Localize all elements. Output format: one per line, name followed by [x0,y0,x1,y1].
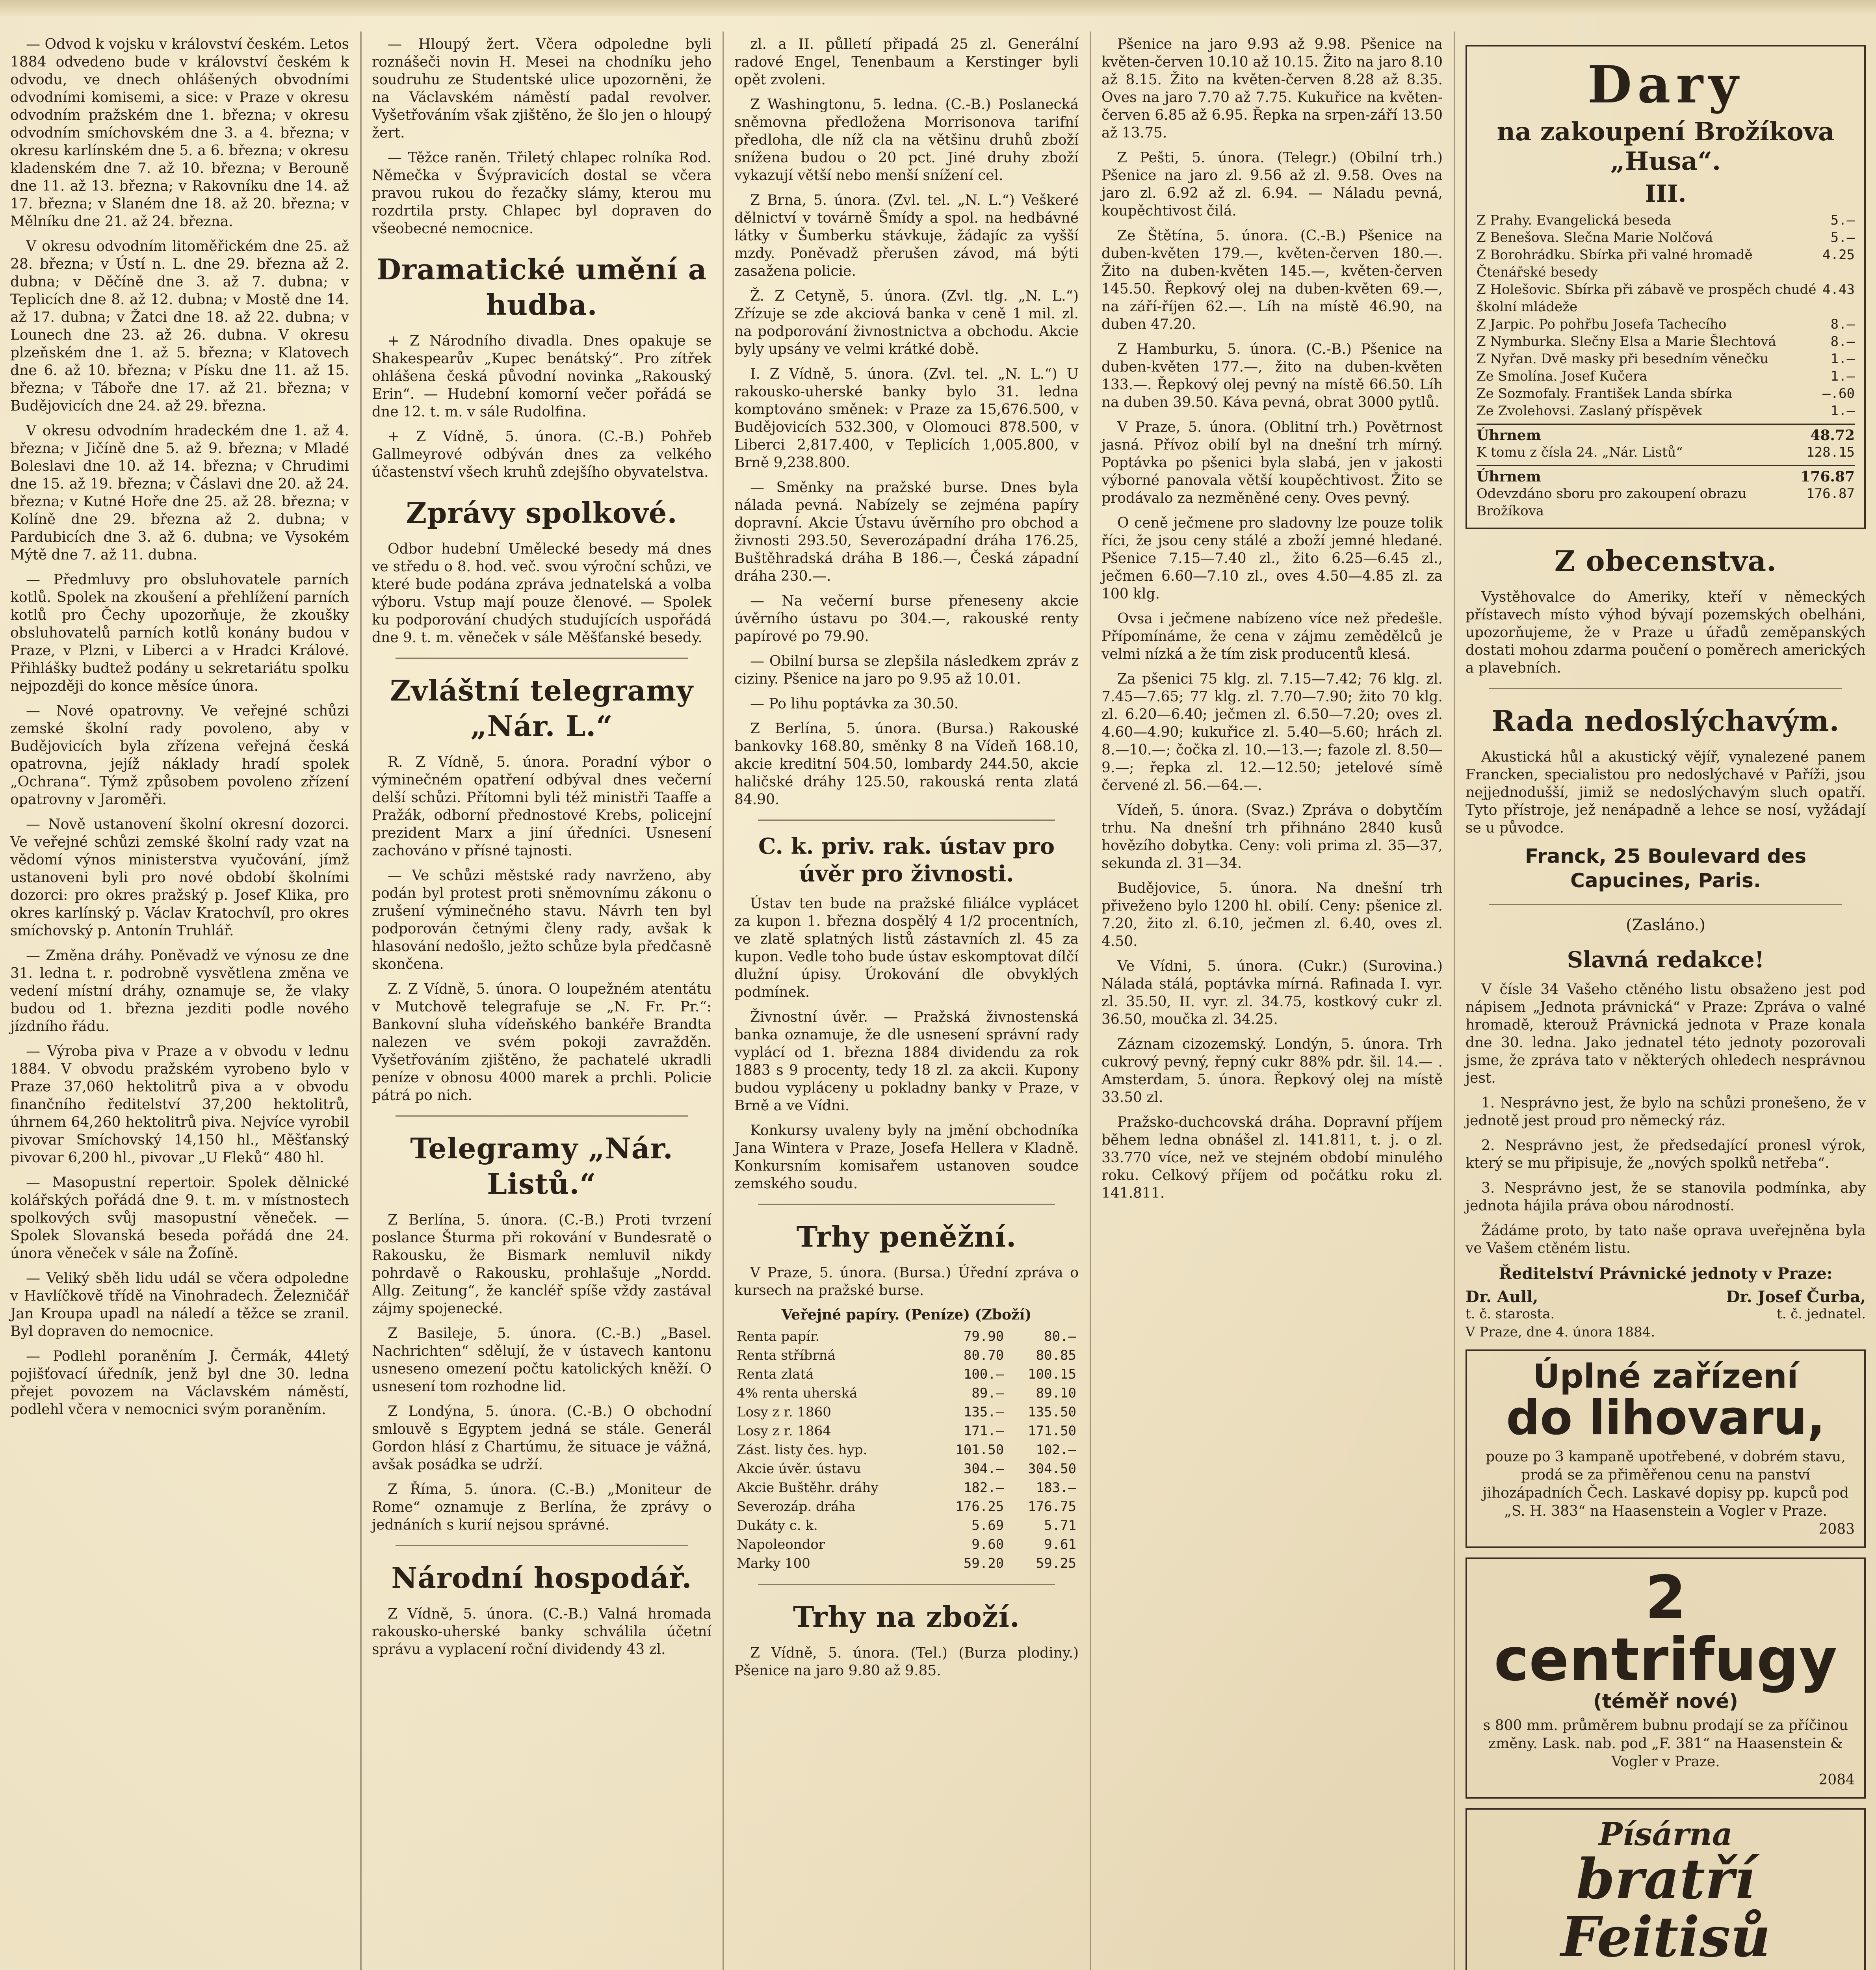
donation-row [1477,368,1855,385]
donation-row [1477,229,1855,246]
news-paragraph: O ceně ječmene pro sladovny lze pouze tolik říci, že jsou ceny stálé a zboží jemné hledané. Pšenice 7.15—7.40 zl., žito 6.25—6.45 zl., ječmen 6.60—7.10 zl., oves 4.50—4.85 zl. za 100 klg. [1101,515,1443,602]
news-paragraph: V Praze, 5. února. (Bursa.) Úřední zpráva o kursech na pražské burse. [734,1265,1079,1299]
news-paragraph: Budějovice, 5. února. Na dnešní trh přiveženo bylo 1200 hl. obilí. Ceny: pšenice zl. 7.20, žito zl. 6.10, ječmen zl. 6.40, oves zl. 4.50. [1101,880,1443,950]
table-row [734,1459,1079,1478]
news-paragraph: Z Říma, 5. února. (C.-B.) „Moniteur de Rome“ oznamuje z Berlína, že zprávy o jednáních s kurií nejsou správné. [372,1481,711,1533]
column-2 [362,35,722,1970]
table-row [734,1327,1079,1346]
news-paragraph: Ž. Z Cetyně, 5. února. (Zvl. tlg. „N. L.“) Zřízuje se zde akciová banka v ceně 1 mil. zl. na podporování živnostnictva a obchodu. Akcie byly upsány ve velmi krátké době. [734,288,1079,357]
news-paragraph: Z Vídně, 5. února. (Tel.) (Burza plodiny.) Pšenice na jaro 9.80 až 9.85. [734,1645,1079,1679]
security-name-cell: Zást. listy čes. hyp. [737,1442,867,1458]
sum-label: Úhrnem [1477,427,1541,444]
news-paragraph: Akustická hůl a akustický vějíř, vynalezené panem Francken, specialistou pro nedoslýchavé v Paříži, jsou nejjednodušší, jimiž se nedoslýchavým sluch opatří. Tyto přístroje, jež nenápadně a lehce se nosí, vyžádají se u původce. [1466,749,1866,836]
donation-row [1477,385,1855,402]
signatures [1466,1288,1866,1306]
table-row [734,1478,1079,1497]
section-heading-national-economy: Národní hospodář. [391,1561,692,1595]
rate-cell: 176.25 [955,1499,1004,1515]
ad-centrifuges [1466,1557,1866,1799]
ad-distillery [1466,1349,1866,1548]
news-paragraph: — Předmluvy pro obsluhovatele parních kotlů. Spolek na zkoušení a přehlížení parních kotlů pro Čechy upozorňuje, že zkoušky obsluhovatelů parních kotlů konány budou v Praze, v Plzni, v Liberci a v Hradci Králové. Přihlášky budtež podány u sekretariátu spolku nejpozději do konce měsíce února. [10,572,349,694]
divider [396,1115,688,1117]
page-top-edge [0,0,1876,16]
ad-centrifuges-line1: 2 centrifugy [1494,1563,1837,1694]
donations-sum-1 [1477,424,1855,444]
rate-cell: 135.50 [1028,1404,1076,1420]
ad-centrifuges-body: s 800 mm. průměrem bubnu prodají se za příčinou změny. Lask. nab. pod „F. 381“ na Haasenstein & Vogler v Praze. [1483,1717,1848,1770]
ad-number: 2084 [1818,1771,1855,1788]
ad-number: 2083 [1818,1521,1855,1538]
security-name-cell: Renta papír. [737,1329,820,1344]
exchange-table-header: Veřejné papíry. (Peníze) (Zboží) [781,1307,1032,1323]
news-paragraph: Pražsko-duchcovská dráha. Dopravní příjem během ledna obnášel zl. 141.811, t. j. o zl. 33.770 více, než ve stejném období minulého roku. Celkový příjem od počátku roku zl. 141.811. [1101,1114,1443,1201]
news-paragraph: Konkursy uvaleny byly na jmění obchodníka Jana Wintera v Praze, Josefa Hellera v Kladně. Konkursním komisařem ustanoven soudce zemského soudu. [734,1123,1079,1192]
donation-row [1477,350,1855,368]
security-name-cell: 4% renta uherská [737,1385,858,1401]
donor-name: Z Benešova. Slečna Marie Nolčová [1477,230,1713,245]
news-paragraph: — Nově ustanovení školní okresní dozorci. Ve veřejné schůzi zemské školní rady vzat na vědomí výnos ministerstva vyučování, jímž ustanoveni byli pro nové období školními dozorci: pro okres pražský p. Josef Klika, pro okres karlínský p. Václav Kratochvíl, pro okres smíchovský p. Antonín Truhlář. [10,816,349,939]
section-heading-from-public: Z obecenstva. [1554,544,1777,578]
news-paragraph: I. Z Vídně, 5. února. (Zvl. tel. „N. L.“) U rakousko-uherské banky bylo 31. ledna komptováno směnek: v Praze za 15,676.500, v Budějovicích 532.300, v Olomouci 878.500, v Liberci 2,817.400, v Teplicích 1,005.800, v Brně 9,238.800. [734,366,1079,471]
rate-cell: 89.— [971,1385,1004,1401]
rate-cell: 304.50 [1028,1461,1076,1477]
rate-cell: 5.71 [1044,1518,1076,1533]
sum-value: 48.72 [1810,427,1855,444]
news-paragraph: — Obilní bursa se zlepšila následkem zpráv z ciziny. Pšenice na jaro po 9.95 až 10.01. [734,653,1079,687]
table-row [734,1440,1079,1459]
divider [1489,904,1842,905]
column-5 [1455,35,1876,1970]
news-paragraph: Z Pešti, 5. února. (Telegr.) (Obilní trh.) Pšenice na jaro zl. 9.56 až zl. 9.58. Oves na jaro zl. 6.92 až zl. 6.94. — Náladu pevná, koupěchtivost čilá. [1101,150,1443,219]
news-paragraph: — Masopustní repertoir. Spolek dělnické kolářských pořádá dne 9. t. m. v místnostech spolkových svůj masopustní věneček. — Spolek Slovanská beseda pořádá dne 24. února věneček v sále na Žofíně. [10,1175,349,1262]
section-heading-commodity-markets: Trhy na zboží. [793,1600,1020,1634]
security-name-cell: Akcie úvěr. ústavu [737,1461,861,1477]
news-paragraph: Z Hamburku, 5. února. (C.-B.) Pšenice na duben-květen 177.—, žito na duben-květen 133.—. Řepkový olej pevný na místě 66.50. Líh na duben 39.50. Káva pevná, obrat 3000 pytlů. [1101,341,1443,411]
signature-left: Dr. Aull, [1466,1288,1538,1306]
news-paragraph: V okresu odvodním hradeckém dne 1. až 4. března; v Jičíně dne 5. až 9. března; v Mladé Boleslavi dne 10. až 14. března; v Chrudimi dne 15. až 19. března; v Čáslavi dne 20. až 24. března; v Kutné Hoře dne 25. až 28. března; v Kolíně dne 29. března až 2. dubna; v Pardubicích dne 3. až 6. dubna; ve Vysokém Mýtě dne 7. až 11. dubna. [10,423,349,563]
rate-cell: 80.— [1044,1329,1076,1344]
news-paragraph: — Veliký sběh lidu udál se včera odpoledne v Havlíčkově třídě na Vinohradech. Železničář Jan Kroupa upadl na náledí a těžce se zranil. Byl dopraven do nemocnice. [10,1270,349,1340]
donation-row [1477,212,1855,229]
news-paragraph: — Po lihu poptávka za 30.50. [750,696,959,712]
donations-subtitle: na zakoupení Brožíkova „Husa“. [1497,117,1835,176]
table-row [734,1384,1079,1403]
donor-name: Z Nymburka. Slečny Elsa a Marie Šlechtová [1477,334,1776,349]
news-paragraph: Z Londýna, 5. února. (C.-B.) O obchodní smlouvě s Egyptem jedná se stále. Generál Gordon hlásí z Chartúmu, že situace je vážná, avšak posádka se udrží. [372,1403,711,1473]
section-heading-club-news: Zprávy spolkové. [406,496,678,530]
news-paragraph: — Na večerní burse přeneseny akcie úvěrního ústavu po 304.—, rakouské renty papírové po 79.90. [734,593,1079,645]
donor-name: Ze Zvolehovsi. Zaslaný příspěvek [1477,403,1702,419]
news-paragraph: Za pšenici 75 klg. zl. 7.15—7.42; 76 klg. zl. 7.45—7.65; 77 klg. zl. 7.70—7.90; žito 70 klg. zl. 6.20—6.40; ječmen zl. 6.50—7.20; oves zl. 4.60—4.90; kukuřice zl. 5.40—5.60; hrách zl. 8.—10.—; čočka zl. 10.—13.—; fazole zl. 8.50—9.—; řepka zl. 12.—12.50; jetelové símě červené zl. 56.—64.—. [1101,671,1443,794]
sum-value: 176.87 [1806,486,1855,502]
signature-left-title: t. č. starosta. [1466,1306,1555,1322]
news-paragraph: Z Brna, 5. února. (Zvl. tel. „N. L.“) Veškeré dělnictví v továrně Šmídy a spol. na hedbávné látky v Šumberku stávkuje, žádajíc za vyšší mzdy. Poněvadž přerušen závod, má býti zasažena policie. [734,192,1079,279]
donation-amount: 5.— [1830,230,1855,245]
column-3 [724,35,1089,1970]
ad-centrifuges-line2: (téměř nové) [1593,1690,1739,1713]
signature-right-title: t. č. jednatel. [1777,1306,1866,1322]
donation-row [1477,316,1855,333]
news-paragraph: V Praze, 5. února. (Oblitní trh.) Povětrnost jasná. Přívoz obilí byl na dnešní trh mírný. Poptávka po pšenici byla slabá, jen v jakosti výborné panovala větší koupěchtivost. Žito se prodávalo za nezměněné ceny. Oves pevný. [1101,419,1443,506]
donations-part-number: III. [1645,180,1687,208]
news-paragraph: Z. Z Vídně, 5. února. O loupežném atentátu v Mutchově telegrafuje se „N. Fr. Pr.“: Bankovní sluha vídeňského bankéře Brandta nalezen ve svém pokoji zavražděn. Vyšetřováním zjištěno, že pachatelé ukradli peníze v obnosu 4000 marek a prchli. Policie pátrá po nich. [372,981,711,1104]
news-paragraph: — Podlehl poraněním J. Čermák, 44letý pojišťovací úředník, jenž byl dne 30. ledna přejet povozem na Václavském náměstí, podlehl včera v nemocnici svým poraněním. [10,1348,349,1418]
divider [758,1584,1055,1585]
section-heading-dramatic-arts: Dramatické umění a hudba. [376,253,707,322]
news-paragraph: Záznam cizozemský. Londýn, 5. února. Trh cukrový pevný, řepný cukr 88% pdr. šil. 14.— . Amsterdam, 5. února. Řepkový olej na místě 33.50 zl. [1101,1036,1443,1106]
donations-title: Dary [1587,54,1744,115]
ad-distillery-line2: do lihovaru, [1506,1391,1825,1446]
news-paragraph: Ústav ten bude na pražské filiálce vyplácet za kupon 1. března dospělý 4 1/2 procentních, ve zlatě splatných listů zástavních zl. 45 za kupon. Vedle toho bude ústav eskomptovat dílčí dlužní úpisy. Úrokování dle obvyklých podmínek. [734,896,1079,1000]
table-row [734,1422,1079,1440]
rate-cell: 183.— [1036,1480,1076,1496]
divider [1489,688,1842,689]
rate-cell: 171.50 [1028,1423,1076,1439]
ad-distillery-line1: Úplné zařízení [1533,1357,1798,1396]
table-row [734,1554,1079,1573]
rate-cell: 80.85 [1036,1347,1076,1363]
security-name-cell: Severozáp. dráha [737,1499,856,1515]
table-row [734,1403,1079,1422]
donation-amount: 1.— [1830,351,1855,367]
security-name-cell: Losy z r. 1864 [737,1423,831,1439]
rate-cell: 304.— [963,1461,1004,1477]
donor-name: Z Nyřan. Dvě masky při besedním věnečku [1477,351,1769,367]
section-heading-hearing-advice: Rada nedoslýchavým. [1492,704,1840,738]
donation-amount: 5.— [1830,212,1855,228]
donation-row [1477,281,1855,316]
donation-row [1477,333,1855,350]
news-paragraph: + Z Vídně, 5. února. (C.-B.) Pohřeb Gallmeyrové odbýván dnes za velkého účastenství všech kruhů zdejšího obyvatelstva. [372,429,711,480]
signature-right: Dr. Josef Čurba, [1726,1288,1866,1306]
donor-name: Z Jarpic. Po pohřbu Josefa Tachecího [1477,316,1727,332]
news-paragraph: — Hloupý žert. Včera odpoledne byli roznášeči novin H. Mesei na chodníku jeho soudruhu ze Studentské ulice upozorněni, že na Václavském náměstí padal revolver. Vyšetřováním však zjištěno, že šlo jen o hloupý žert. [372,36,711,141]
donation-row [1477,246,1855,281]
news-paragraph: Ze Štětína, 5. února. (C.-B.) Pšenice na duben-květen 179.—, květen-červen 180.—. Žito na duben-květen 145.—, květen-červen 145.50. Řepkový olej na duben-květen 69.—, na září-říjen 62.—. Líh na místě 46.90, na duben 47.20. [1101,228,1443,333]
donations-sum-4 [1477,485,1855,520]
security-name-cell: Marky 100 [737,1556,810,1571]
security-name-cell: Renta stříbrná [737,1347,836,1363]
rate-cell: 59.20 [963,1556,1004,1571]
table-row [734,1497,1079,1516]
donation-amount: 8.— [1830,334,1855,349]
rate-cell: 79.90 [963,1329,1004,1344]
news-paragraph: Vystěhovalce do Ameriky, kteří v německých přístavech místo výhod bývají pozemských obelháni, upozorňujeme, že v Praze u úřadů zeměpanských dostati mohou zdarma poučení o poměrech amerických a plavebních. [1466,589,1866,676]
news-paragraph: Ve Vídni, 5. února. (Cukr.) (Surovina.) Nálada stálá, poptávka mírná. Rafinada I. vyr. zl. 35.50, II. vyr. zl. 34.75, kostkový cukr zl. 36.50, moučka zl. 34.25. [1101,958,1443,1028]
security-name-cell: Akcie Buštěhr. dráhy [737,1480,879,1496]
rate-cell: 80.70 [963,1347,1004,1363]
column-4 [1091,35,1453,1970]
rate-cell: 101.50 [955,1442,1004,1458]
news-paragraph: — Odvod k vojsku v království českém. Letos 1884 odvedeno bude v království českém k odvodu, ve dnech ohlášených obvodními odvodními komisemi, a sice: v Praze v okresu odvodním pražském dne 1. března; v okresu odvodním smíchovském dne 3. a 4. března; v okresu karlínském dne 5. a 6. března; v okresu kladenském dne 7. až 10. března; v Berouně dne 11. až 13. března; v Rakovníku dne 14. až 17. března; v Slaném dne 18. až 20. března; v Mělníku dne 21. až 24. března. [10,36,349,230]
divider [758,1204,1055,1205]
donation-amount: 1.— [1830,368,1855,384]
donation-amount: 8.— [1830,316,1855,332]
table-row [734,1346,1079,1365]
section-heading-ck-institute: C. k. priv. rak. ústav pro úvěr pro živnosti. [758,833,1055,887]
ad-distillery-body: pouze po 3 kampaně upotřebené, v dobrém stavu, prodá se za přiměřenou cenu na panství jihozápadních Čech. Laskavé dopisy pp. kupců pod „S. H. 383“ na Haasenstein a Vogler v Praze. [1482,1449,1849,1520]
rate-cell: 100.— [963,1366,1004,1382]
news-paragraph: + Z Národního divadla. Dnes opakuje se Shakespearův „Kupec benátský“. Pro zítřek ohlášena česká původní novinka „Rakouský Erin“. — Hudební komorní večer pořádá se dne 12. t. m. v sále Rudolfina. [372,333,711,420]
rate-cell: 176.75 [1028,1499,1076,1515]
rate-cell: 9.60 [971,1537,1004,1552]
signature-heading: Ředitelství Právnické jednoty v Praze: [1499,1264,1833,1283]
divider [758,820,1055,821]
letter-salutation: Slavná redakce! [1567,947,1765,973]
section-heading-money-markets: Trhy peněžní. [796,1220,1017,1253]
news-paragraph: Z Berlína, 5. února. (Bursa.) Rakouské bankovky 168.80, směnky 8 na Vídeň 168.10, akcie kreditní 504.50, lombardy 244.50, akcie haličské dráhy 125.50, rakouská renta zlatá 84.90. [734,721,1079,808]
sum-label: K tomu z čísla 24. „Nár. Listů“ [1477,444,1683,460]
news-paragraph: R. Z Vídně, 5. února. Poradní výbor o výminečném opatření odbýval dnes večerní delší schůzi. Přítomni byli též ministři Taaffe a Pražák, odborní přednostové Krebs, policejní prezident Marx a jiní úředníci. Usnesení zachováno v přísné tajnosti. [372,754,711,859]
news-paragraph: — Ve schůzi městské rady navrženo, aby podán byl protest proti sněmovnímu zákonu o zrušení výminečného stavu. Návrh ten byl podporován četnými členy rady, avšak k hlasování nedošlo, ježto schůze byla předčasně skončena. [372,868,711,972]
section-heading-telegrams: Telegramy „Nár. Listů.“ [410,1132,673,1201]
table-row [734,1365,1079,1384]
rate-cell: 9.61 [1044,1537,1076,1552]
news-paragraph: Z Vídně, 5. února. (C.-B.) Valná hromada rakousko-uherské banky schválila účetní správu a vyplacení roční dividendy 43 zl. [372,1606,711,1658]
sum-value: 176.87 [1800,468,1855,485]
news-paragraph: Z Berlína, 5. února. (C.-B.) Proti tvrzení poslance Šturma při rokování v Bundesratě o Rakousku, že Bismark nemluvil nikdy pohrdavě o Rakousku, prohlašuje „Nordd. Allg. Zeitung“, že kancléř spíše vždy zastával zájmy spojenecké. [372,1212,711,1317]
sent-in-label: (Zasláno.) [1626,916,1705,934]
sum-value: 128.15 [1806,444,1855,460]
news-paragraph: Odbor hudební Umělecké besedy má dnes ve středu o 8. hod. več. svou výroční schůzi, ve které bude podána zpráva jednatelská a volba výboru. Vstup mají pouze členové. — Spolek ku podporování chudých studujících uspořádá dne 9. t. m. věneček v sále Měšťanské besedy. [372,541,711,646]
rate-cell: 171.— [963,1423,1004,1439]
news-paragraph: — Nové opatrovny. Ve veřejné schůzi zemské školní rady povoleno, aby v Budějovicích byla zřízena veřejná česká opatrovna, jejíž náklady hradí spolek „Ochrana“. Týmž způsobem povoleno zřízení opatrovny v Jaroměři. [10,703,349,808]
security-name-cell: Losy z r. 1860 [737,1404,831,1420]
security-name-cell: Dukáty c. k. [737,1518,818,1533]
news-paragraph: 2. Nesprávno jest, že předsedající pronesl výrok, který se mu připisuje, že „nových spolků netřeba“. [1466,1137,1866,1171]
section-heading-special-telegrams: Zvláštní telegramy „Nár. L.“ [390,674,694,743]
news-paragraph: Pšenice na jaro 9.93 až 9.98. Pšenice na květen-červen 10.10 až 10.15. Žito na jaro 8.10 až 8.15. Žito na květen-červen 8.28 až 8.35. Oves na jaro 7.70 až 7.75. Kukuřice na květen-červen 6.85 až 6.95. Řepka na srpen-září 13.50 až 13.75. [1101,36,1443,141]
signature-titles [1466,1306,1866,1322]
donation-amount: 1.— [1830,403,1855,419]
rate-cell: 59.25 [1036,1556,1076,1571]
donation-amount: 4.25 [1822,247,1855,263]
column-1 [0,35,359,1970]
news-paragraph: — Výroba piva v Praze a v obvodu v lednu 1884. V obvodu pražském vyrobeno bylo v Praze 37,060 hektolitrů piva a v obvodu finančního ředitelství 37,200 hektolitrů, úhrnem 64,260 hektolitrů piva. Nejvíce vyrobil pivovar Smíchovský 14,150 hl., Měšťanský pivovar 6,200 hl., pivovar „U Fleků“ 480 hl. [10,1043,349,1166]
donor-name: Ze Smolína. Josef Kučera [1477,368,1648,384]
news-paragraph: zl. a II. půlletí připadá 25 zl. Generální radové Engel, Tenenbaum a Kerstinger byli opět zvoleni. [734,36,1079,88]
news-paragraph: Vídeň, 5. února. (Svaz.) Zpráva o dobytčím trhu. Na dnešní trh přihnáno 2840 kusů hovězího dobytka. Ceny: voli prima zl. 35—37, sekunda zl. 31—34. [1101,802,1443,872]
news-paragraph: — Změna dráhy. Poněvadž ve výnosu ze dne 31. ledna t. r. podrobně vysvětlena změna ve vedení místní dráhy, oznamuje se, že vlaky budou od 1. března jezditi podle nového jízdního řádu. [10,948,349,1035]
divider [396,1545,688,1546]
sum-label: Úhrnem [1477,468,1541,485]
donor-name: Z Holešovic. Sbírka při zábavě ve prospěch chudé školní mládeže [1477,282,1817,315]
donation-amount: 4.43 [1822,282,1855,297]
franck-address: Franck, 25 Boulevard des Capucines, Paris. [1525,845,1806,892]
table-row [734,1516,1079,1535]
sum-label: Odevzdáno sboru pro zakoupení obrazu Brožíkova [1477,486,1747,519]
news-paragraph: V čísle 34 Vašeho ctěného listu obsaženo jest pod nápisem „Jednota právnická“ v Praze: Zpráva o valné hromadě, kterouž Právnická jednota v Praze konala dne 30. ledna. Jako jednatel této jednoty pozorovali jsme, že zpráva tato v některých ohledech nesprávnou jest. [1466,981,1866,1086]
news-paragraph: 3. Nesprávno jest, že se stanovila podmínka, aby jednota hájila práva obou národností. [1466,1180,1866,1214]
donor-name: Z Borohrádku. Sbírka při valné hromadě Čtenářské besedy [1477,247,1753,280]
ad-feitis-line2: bratří Feitisů [1560,1847,1771,1970]
rate-cell: 89.10 [1036,1385,1076,1401]
news-paragraph: 1. Nesprávno jest, že bylo na schůzi pronešeno, že v jednotě jest proud pro německý ráz. [1466,1095,1866,1129]
rate-cell: 135.— [963,1404,1004,1420]
news-paragraph: — Těžce raněn. Třiletý chlapec rolníka Rod. Němečka v Švýpravicích dostal se včera pravou rukou do řezačky slámy, kterou mu rozdrtila prsty. Chlapec byl dopraven do všeobecné nemocnice. [372,150,711,237]
news-paragraph: Z Basileje, 5. února. (C.-B.) „Basel. Nachrichten“ sdělují, že v ústavech kantonu usneseno omezení počtu katolických kněží. O usnesení tom rozhodne lid. [372,1325,711,1395]
rate-cell: 102.— [1036,1442,1076,1458]
news-paragraph: Živnostní úvěr. — Pražská živnostenská banka oznamuje, že dle usnesení správní rady vyplácí od 1. března 1884 dividendu za rok 1883 s 9 procenty, tedy 18 zl. za akcii. Kupony budou vypláceny u pokladny banky v Praze, v Brně a ve Vídni. [734,1009,1079,1114]
rate-cell: 100.15 [1028,1366,1076,1382]
donations-list [1477,212,1855,420]
donor-name: Z Prahy. Evangelická beseda [1477,212,1672,228]
ad-feitis-office [1466,1808,1866,1970]
donation-amount: —.60 [1822,386,1855,401]
ad-feitis-line1: Písárna [1599,1815,1733,1853]
exchange-rate-table [734,1327,1079,1573]
rate-cell: 5.69 [971,1518,1004,1533]
signature-place-date: V Praze, dne 4. února 1884. [1466,1324,1655,1340]
donor-name: Ze Sozmofaly. František Landa sbírka [1477,386,1733,401]
security-name-cell: Renta zlatá [737,1366,814,1382]
news-paragraph: Z Washingtonu, 5. ledna. (C.-B.) Poslanecká sněmovna předložena Morrisonova tarifní předloha, dle níž cla na většinu druhů zboží snížena budou o 20 pct. Jiné druhy zboží vykazují větší nebo menší snížení cel. [734,97,1079,184]
news-paragraph: Žádáme proto, by tato naše oprava uveřejněna byla ve Vašem ctěném listu. [1466,1223,1866,1256]
donation-row [1477,402,1855,420]
news-paragraph: Ovsa i ječmene nabízeno více než předešle. Přípomínáme, že cena v zájmu zemědělců je velmi nízká a že tím zisk producentů klesá. [1101,611,1443,662]
table-row [734,1535,1079,1554]
news-paragraph: — Směnky na pražské burse. Dnes byla nálada pevná. Nabízely se zejména papíry dopravní. Akcie Ústavu úvěrního pro obchod a živnosti 293.50, Severozápadní dráha 176.25, Buštěhradská dráha B 186.—, Česká západní dráha 230.—. [734,479,1079,584]
news-paragraph: V okresu odvodním litoměřickém dne 25. až 28. března; v Ústí n. L. dne 29. března až 2. dubna; v Děčíně dne 3. až 7. dubna; v Teplicích dne 8. až 12. dubna; v Mostě dne 14. až 17. dubna; v Žatci dne 18. až 22. dubna; v Lounech dne 23. až 26. dubna. V okresu plzeňském dne 1. až 5. března; v Klatovech dne 6. až 10. března; v Písku dne 11. až 15. března; v Táboře dne 17. až 21. března; v Budějovicích dne 24. až 29. března. [10,238,349,414]
donations-sum-2 [1477,444,1855,461]
divider [396,658,688,659]
security-name-cell: Napoleondor [737,1537,825,1552]
donations-box [1466,45,1866,529]
rate-cell: 182.— [963,1480,1004,1496]
donations-sum-3 [1477,465,1855,485]
